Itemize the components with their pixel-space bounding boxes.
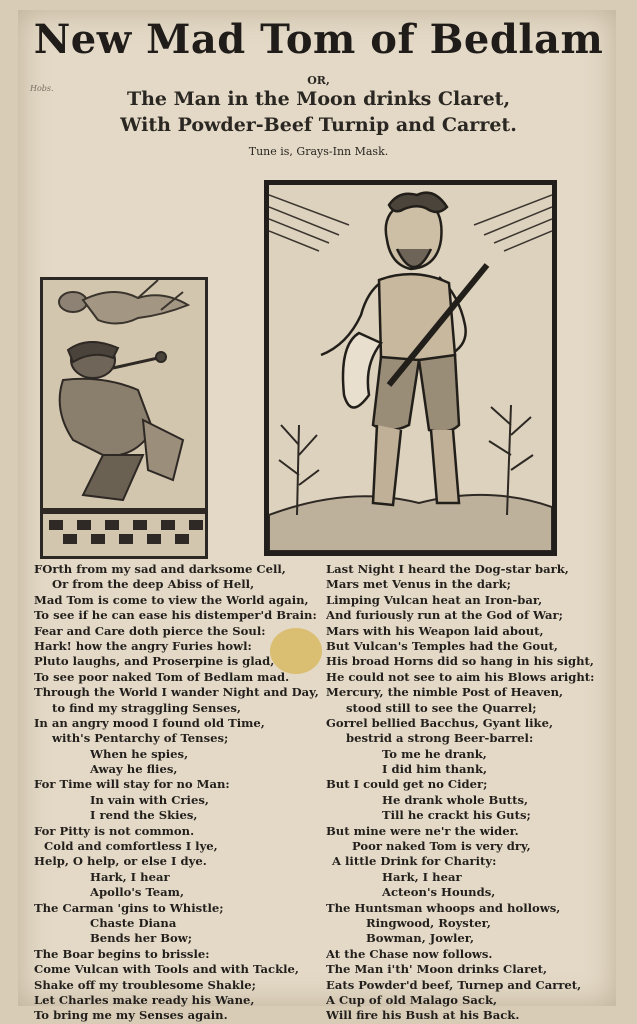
verse-line: Hark! how the angry Furies howl: bbox=[34, 638, 252, 653]
verse-line: Hark, I hear bbox=[90, 869, 170, 884]
verse-line: Eats Powder'd beef, Turnep and Carret, bbox=[326, 977, 582, 992]
verse-line: I did him thank, bbox=[382, 762, 488, 777]
verse-line: Hark, I hear bbox=[382, 869, 462, 884]
verse-line: He could not see to aim his Blows aright: bbox=[326, 669, 595, 684]
verse-line: And furiously run at the God of War; bbox=[326, 608, 563, 623]
verse-line: The Man i'th' Moon drinks Claret, bbox=[326, 962, 548, 977]
verse-line: Gorrel bellied Bacchus, Gyant like, bbox=[326, 715, 553, 730]
verse-line: Limping Vulcan heat an Iron-bar, bbox=[326, 592, 543, 607]
page-title: New Mad Tom of Bedlam bbox=[33, 16, 604, 63]
verse-line: Pluto laughs, and Proserpine is glad, bbox=[34, 654, 275, 669]
verse-line: In vain with Cries, bbox=[90, 792, 209, 807]
verse-line: Bends her Bow; bbox=[90, 931, 193, 946]
verse-line: In an angry mood I found old Time, bbox=[34, 715, 265, 730]
verse-line: For Time will stay for no Man: bbox=[34, 777, 230, 792]
verse-line: Mercury, the nimble Post of Heaven, bbox=[326, 685, 564, 700]
verse-line: stood still to see the Quarrel; bbox=[346, 700, 537, 715]
verse-line: But Vulcan's Temples had the Gout, bbox=[326, 638, 558, 653]
verse-line: Poor naked Tom is very dry, bbox=[352, 839, 531, 854]
verse-line: To see poor naked Tom of Bedlam mad. bbox=[34, 669, 290, 684]
ballad-right-column bbox=[326, 562, 608, 1024]
subtitle-line-2: With Powder-Beef Turnip and Carret. bbox=[120, 114, 517, 136]
verse-line: Fear and Care doth pierce the Soul: bbox=[34, 623, 266, 638]
verse-line: But mine were ne'r the wider. bbox=[326, 823, 519, 838]
verse-line: Or from the deep Abiss of Hell, bbox=[52, 577, 255, 592]
verse-line: Ringwood, Royster, bbox=[366, 915, 491, 930]
verse-line: Come Vulcan with Tools and with Tackle, bbox=[34, 962, 299, 977]
or-line: OR, bbox=[307, 74, 330, 87]
verse-line: Will fire his Bush at his Back. bbox=[326, 1008, 520, 1023]
verse-line: Cold and comfortless I lye, bbox=[44, 839, 218, 854]
verse-line: A Cup of old Malago Sack, bbox=[326, 992, 498, 1007]
verse-line: bestrid a strong Beer-barrel: bbox=[346, 731, 534, 746]
verse-line: To see if he can ease his distemper'd Brain: bbox=[34, 608, 317, 623]
woodcut-smoker bbox=[40, 277, 208, 559]
verse-line: At the Chase now follows. bbox=[326, 946, 493, 961]
verse-line: Through the World I wander Night and Day, bbox=[34, 685, 319, 700]
tune-line: Tune is, Grays-Inn Mask. bbox=[248, 145, 389, 158]
verse-line: For Pitty is not common. bbox=[34, 823, 195, 838]
woodcut-smoker-illustration bbox=[43, 280, 205, 556]
verse-line: The Boar begins to brissle: bbox=[34, 946, 210, 961]
verse-line: When he spies, bbox=[90, 746, 189, 761]
verse-line: He drank whole Butts, bbox=[382, 792, 529, 807]
verse-line: Mad Tom is come to view the World again, bbox=[34, 592, 309, 607]
verse-line: Away he flies, bbox=[90, 762, 178, 777]
verse-line: to find my straggling Senses, bbox=[52, 700, 241, 715]
verse-line: To bring me my Senses again. bbox=[34, 1008, 228, 1023]
verse-line: Acteon's Hounds, bbox=[382, 885, 496, 900]
verse-line: Apollo's Team, bbox=[90, 885, 184, 900]
verse-line: FOrth from my sad and darksome Cell, bbox=[34, 562, 286, 576]
verse-line: The Carman 'gins to Whistle; bbox=[34, 900, 224, 915]
verse-line: with's Pentarchy of Tenses; bbox=[52, 731, 229, 746]
verse-line: To me he drank, bbox=[382, 746, 487, 761]
verse-line: The Huntsman whoops and hollows, bbox=[326, 900, 561, 915]
subtitle-line-1: The Man in the Moon drinks Claret, bbox=[126, 88, 511, 110]
verse-line: Bowman, Jowler, bbox=[366, 931, 475, 946]
library-stamp: Hobs. bbox=[30, 84, 54, 93]
verse-line: A little Drink for Charity: bbox=[332, 854, 497, 869]
woodcut-mad-tom bbox=[264, 180, 557, 556]
verse-line: Shake off my troublesome Shakle; bbox=[34, 977, 256, 992]
verse-line: Last Night I heard the Dog-star bark, bbox=[326, 562, 569, 576]
verse-line: Help, O help, or else I dye. bbox=[34, 854, 207, 869]
verse-line: His broad Horns did so hang in his sight, bbox=[326, 654, 594, 669]
verse-line: Till he crackt his Guts; bbox=[382, 808, 531, 823]
ballad-left-column bbox=[34, 562, 324, 1024]
verse-line: Mars with his Weapon laid about, bbox=[326, 623, 544, 638]
woodcut-mad-tom-illustration bbox=[269, 185, 552, 551]
verse-line: I rend the Skies, bbox=[90, 808, 198, 823]
verse-line: Mars met Venus in the dark; bbox=[326, 577, 511, 592]
verse-line: Chaste Diana bbox=[90, 915, 177, 930]
verse-line: Let Charles make ready his Wane, bbox=[34, 992, 255, 1007]
verse-line: But I could get no Cider; bbox=[326, 777, 488, 792]
